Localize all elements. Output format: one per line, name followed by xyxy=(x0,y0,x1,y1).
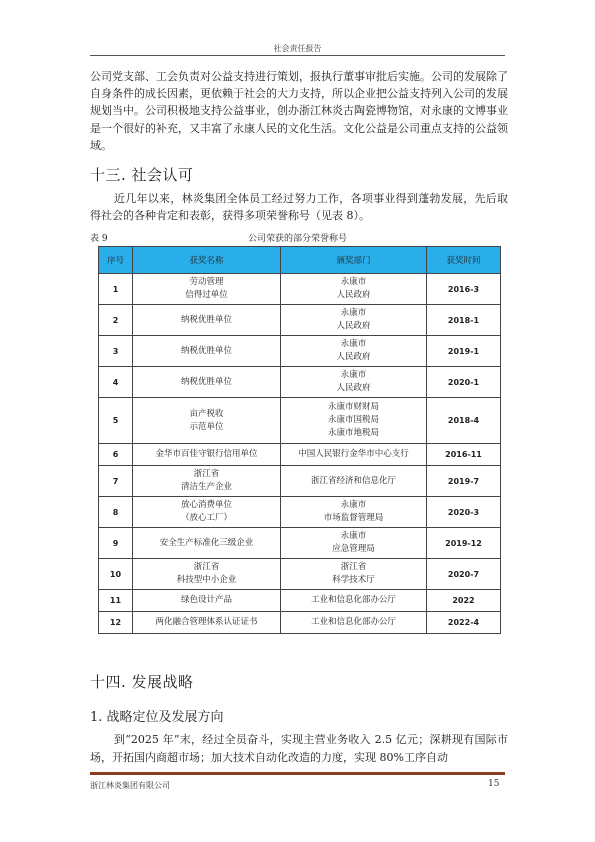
cell-award-name-line: 安全生产标准化三级企业 xyxy=(159,537,254,548)
cell-award-name xyxy=(133,559,281,590)
col-header-date: 获奖时间 xyxy=(427,247,501,274)
table-title: 公司荣获的部分荣誉称号 xyxy=(247,234,347,244)
footer-rule xyxy=(90,772,505,775)
cell-award-name-line: 亩产税收 xyxy=(189,408,224,419)
footer-company: 浙江林炎集团有限公司 xyxy=(90,781,170,790)
cell-no: 5 xyxy=(99,398,133,444)
table-row xyxy=(99,590,501,612)
section-14-paragraph: 到“2025 年”末，经过全员奋斗，实现主营业务收入 2.5 亿元；深耕现有国际市场，开拓国内商超市场；加大技术自动化改造的力度，实现 80%工序自动 xyxy=(90,733,508,764)
cell-issuer-line: 应急管理局 xyxy=(332,544,375,554)
cell-award-name-line: 示范单位 xyxy=(189,421,224,432)
cell-award-name-line: 纳税优胜单位 xyxy=(180,345,232,356)
cell-no: 12 xyxy=(99,612,133,634)
cell-award-name-line: （放心工厂） xyxy=(180,513,232,523)
cell-no: 2 xyxy=(99,305,133,336)
cell-issuer xyxy=(281,444,427,466)
cell-award-name xyxy=(133,398,281,444)
cell-issuer xyxy=(281,612,427,634)
cell-issuer-line: 人民政府 xyxy=(336,352,371,362)
cell-date: 2020-1 xyxy=(427,367,501,398)
cell-issuer-line: 永康市财财局 xyxy=(327,402,379,412)
cell-award-name xyxy=(133,336,281,367)
cell-issuer-line: 永康市 xyxy=(340,370,367,380)
honors-table xyxy=(98,246,501,634)
cell-no: 4 xyxy=(99,367,133,398)
cell-award-name-line: 信得过单位 xyxy=(185,290,228,300)
cell-issuer-line: 永康市 xyxy=(340,277,367,287)
cell-award-name-line: 绿色设计产品 xyxy=(180,595,232,605)
table-row xyxy=(99,559,501,590)
cell-issuer-line: 浙江省 xyxy=(340,562,367,572)
cell-award-name xyxy=(133,528,281,559)
cell-award-name-line: 放心消费单位 xyxy=(180,500,232,510)
cell-award-name xyxy=(133,367,281,398)
cell-issuer-line: 永康市 xyxy=(340,308,367,318)
cell-date: 2022-4 xyxy=(427,612,501,634)
cell-issuer xyxy=(281,466,427,497)
cell-no: 10 xyxy=(99,559,133,590)
table-row xyxy=(99,305,501,336)
cell-date: 2016-11 xyxy=(427,444,501,466)
cell-award-name-line: 浙江省 xyxy=(193,562,220,572)
table-row xyxy=(99,274,501,305)
cell-date: 2020-7 xyxy=(427,559,501,590)
cell-issuer xyxy=(281,274,427,305)
cell-issuer xyxy=(281,497,427,528)
cell-date: 2019-7 xyxy=(427,466,501,497)
cell-award-name-line: 纳税优胜单位 xyxy=(180,314,232,325)
cell-issuer xyxy=(281,367,427,398)
cell-issuer-line: 永康市 xyxy=(340,531,367,541)
cell-award-name xyxy=(133,466,281,497)
cell-no: 8 xyxy=(99,497,133,528)
cell-issuer xyxy=(281,590,427,612)
cell-issuer-line: 永康市 xyxy=(340,500,367,510)
table-row xyxy=(99,528,501,559)
table-body xyxy=(99,274,501,634)
table-row xyxy=(99,612,501,634)
running-header: 社会责任报告 xyxy=(273,44,322,53)
cell-date: 2018-1 xyxy=(427,305,501,336)
cell-award-name-line: 清洁生产企业 xyxy=(180,482,232,492)
cell-award-name-line: 金华市百佳守银行信用单位 xyxy=(155,449,258,459)
cell-date: 2018-4 xyxy=(427,398,501,444)
cell-award-name xyxy=(133,612,281,634)
table-row xyxy=(99,367,501,398)
cell-issuer-line: 永康市国税局 xyxy=(327,415,379,425)
table-row xyxy=(99,336,501,367)
cell-issuer xyxy=(281,559,427,590)
col-header-no: 序号 xyxy=(99,247,133,274)
cell-issuer xyxy=(281,398,427,444)
cell-award-name xyxy=(133,497,281,528)
cell-no: 11 xyxy=(99,590,133,612)
section-13-paragraph: 近几年以来，林炎集团全体员工经过努力工作，各项事业得到蓬勃发展，先后取得社会的各种肯定和表彰，获得多项荣誉称号（见表 8）。 xyxy=(90,192,508,223)
cell-award-name-line: 浙江省 xyxy=(193,469,220,479)
cell-date: 2022 xyxy=(427,590,501,612)
cell-issuer xyxy=(281,528,427,559)
section-14-heading: 十四. 发展战略 xyxy=(90,673,194,691)
cell-award-name xyxy=(133,590,281,612)
table-header-row xyxy=(99,247,501,274)
col-header-name: 获奖名称 xyxy=(133,247,281,274)
cell-issuer xyxy=(281,305,427,336)
header-rule xyxy=(90,55,505,56)
cell-date: 2019-1 xyxy=(427,336,501,367)
cell-no: 3 xyxy=(99,336,133,367)
section-13-heading: 十三. 社会认可 xyxy=(90,166,194,184)
cell-award-name xyxy=(133,274,281,305)
cell-issuer-line: 工业和信息化部办公厅 xyxy=(310,617,396,627)
cell-issuer-line: 人民政府 xyxy=(336,321,371,331)
cell-no: 1 xyxy=(99,274,133,305)
cell-issuer-line: 永康市 xyxy=(340,339,367,349)
cell-award-name xyxy=(133,305,281,336)
cell-award-name-line: 两化融合管理体系认证证书 xyxy=(155,617,258,627)
cell-award-name xyxy=(133,444,281,466)
table-row xyxy=(99,398,501,444)
cell-award-name-line: 纳税优胜单位 xyxy=(180,376,232,387)
cell-no: 7 xyxy=(99,466,133,497)
cell-issuer-line: 中国人民银行金华市中心支行 xyxy=(298,449,409,459)
cell-no: 6 xyxy=(99,444,133,466)
cell-issuer-line: 人民政府 xyxy=(336,290,371,300)
cell-issuer-line: 科学技术厅 xyxy=(332,575,375,585)
cell-date: 2019-12 xyxy=(427,528,501,559)
cell-issuer xyxy=(281,336,427,367)
cell-date: 2020-3 xyxy=(427,497,501,528)
cell-date: 2016-3 xyxy=(427,274,501,305)
cell-award-name-line: 科技型中小企业 xyxy=(176,575,237,585)
table-number: 表 9 xyxy=(90,234,108,244)
page-number: 15 xyxy=(488,779,500,789)
table-row xyxy=(99,444,501,466)
cell-issuer-line: 永康市地税局 xyxy=(327,428,379,438)
cell-no: 9 xyxy=(99,528,133,559)
table-row xyxy=(99,497,501,528)
cell-issuer-line: 市场监督管理局 xyxy=(323,513,384,523)
cell-issuer-line: 浙江省经济和信息化厅 xyxy=(310,475,396,486)
col-header-issuer: 颁奖部门 xyxy=(281,247,427,274)
subsection-1-heading: 1. 战略定位及发展方向 xyxy=(90,710,224,725)
table-row xyxy=(99,466,501,497)
cell-issuer-line: 工业和信息化部办公厅 xyxy=(310,595,396,605)
cell-award-name-line: 劳动管理 xyxy=(189,277,224,287)
cell-issuer-line: 人民政府 xyxy=(336,383,371,393)
intro-paragraph: 公司党支部、工会负责对公益支持进行策划，报执行董事审批后实施。公司的发展除了自身条件的成长因素，更依赖于社会的大力支持，所以企业把公益支持列入公司的发展规划当中。公司积极地支持公益事业，创办浙江林炎古陶瓷博物馆，对永康的文博事业是一个很好的补充，又丰富了永康人民的文化生活。文化公益是公司重点支持的公益领域。 xyxy=(90,70,508,152)
